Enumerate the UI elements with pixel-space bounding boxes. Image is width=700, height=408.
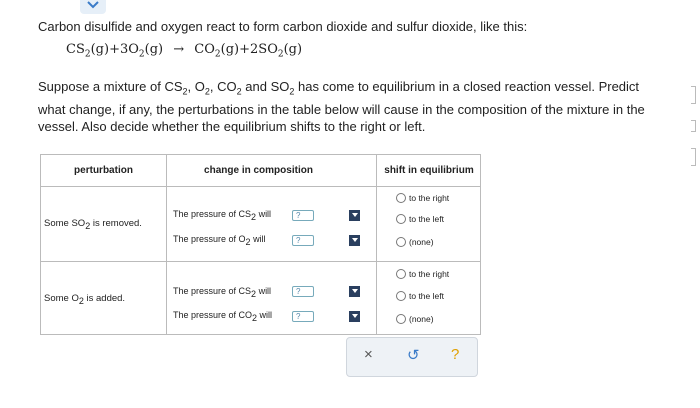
shift-option[interactable]: to the right: [396, 193, 449, 203]
change-select[interactable]: ?: [292, 235, 314, 246]
reset-icon[interactable]: ↺: [407, 347, 420, 364]
dropdown-caret[interactable]: [349, 235, 360, 246]
perturbation-table: [40, 154, 481, 335]
change-label: The pressure of $O_2$ will: [173, 234, 266, 247]
radio-button[interactable]: [396, 193, 406, 203]
header-shift: shift in equilibrium: [384, 165, 474, 176]
close-icon[interactable]: ×: [364, 346, 373, 363]
dropdown-caret[interactable]: [349, 210, 360, 221]
change-label: The pressure of $CO_2$ will: [173, 310, 273, 323]
change-select[interactable]: ?: [292, 210, 314, 221]
chevron-down-icon: [87, 1, 99, 9]
shift-option[interactable]: (none): [396, 237, 434, 247]
action-bar: [346, 337, 478, 377]
change-select[interactable]: ?: [292, 311, 314, 322]
radio-button[interactable]: [396, 214, 406, 224]
caret-down-icon: [352, 289, 358, 293]
caret-down-icon: [352, 213, 358, 217]
header-perturbation: perturbation: [74, 165, 133, 176]
radio-button[interactable]: [396, 237, 406, 247]
radio-button[interactable]: [396, 291, 406, 301]
dropdown-caret[interactable]: [349, 286, 360, 297]
radio-button[interactable]: [396, 269, 406, 279]
side-bracket: [691, 120, 696, 132]
side-bracket: [691, 148, 696, 166]
header-change: change in composition: [204, 165, 313, 176]
caret-down-icon: [352, 314, 358, 318]
shift-option[interactable]: to the right: [396, 269, 449, 279]
radio-button[interactable]: [396, 314, 406, 324]
collapse-chevron[interactable]: [80, 0, 106, 14]
side-bracket: [691, 86, 696, 104]
change-select[interactable]: ?: [292, 286, 314, 297]
shift-option[interactable]: to the left: [396, 214, 444, 224]
help-icon[interactable]: ?: [451, 346, 460, 363]
question-paragraph: Suppose a mixture of $CS_2$, $O_2$, $CO_2$ and $SO_2$ has come to equilibrium in a closed reaction vessel. Predict what change, if any, the perturbations in the table below will cause in the composition of the mixture in the vessel. Also decide whether the equilibrium shifts to the right or left.: [38, 79, 645, 134]
dropdown-caret[interactable]: [349, 311, 360, 322]
intro-text: Carbon disulfide and oxygen react to form carbon dioxide and sulfur dioxide, like this:: [38, 19, 528, 34]
perturbation-2: Some $O_2$ is added.: [44, 293, 126, 306]
caret-down-icon: [352, 238, 358, 242]
shift-option[interactable]: (none): [396, 314, 434, 324]
change-label: The pressure of $CS_2$ will: [173, 286, 272, 299]
shift-option[interactable]: to the left: [396, 291, 444, 301]
perturbation-1: Some $SO_2$ is removed.: [44, 218, 142, 231]
change-label: The pressure of $CS_2$ will: [173, 209, 272, 222]
reaction-equation: $CS_2(g)+3O_2(g) \to CO_2(g)+2SO_2(g)$: [66, 42, 303, 60]
